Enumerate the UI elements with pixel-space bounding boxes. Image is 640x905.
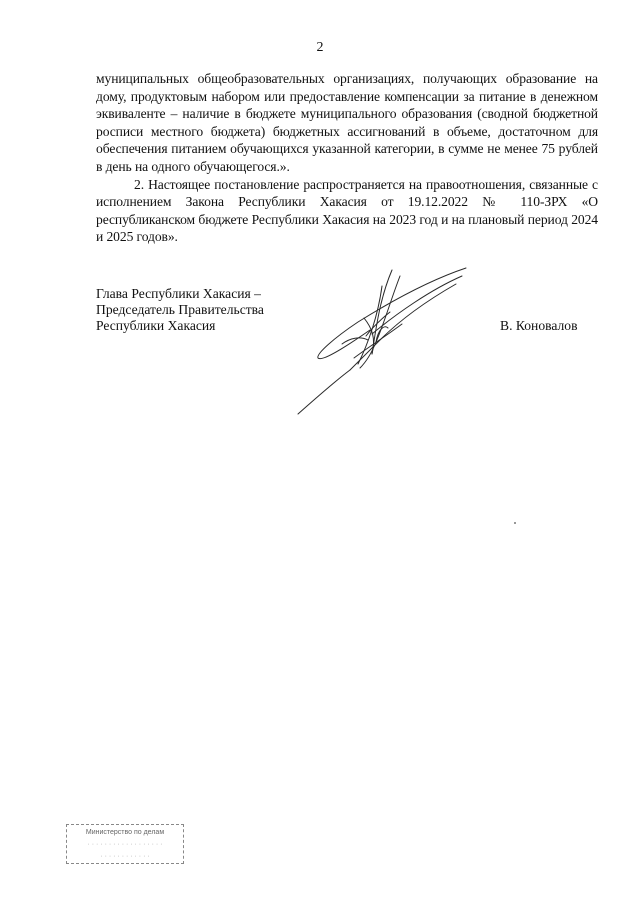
paragraph-2: 2. Настоящее постановление распространяется на правоотношения, связанные с исполнением Закона Республики Хакасия от 19.12.2022 № 110-ЗРХ «О республиканском бюджете Республики Хакасия на 2023 год и на плановый период 2024 и 2025 годов». — [96, 176, 598, 245]
scan-speck — [514, 522, 516, 524]
stamp-line-1: Министерство по делам — [85, 829, 165, 836]
page-number: 2 — [316, 40, 324, 55]
registration-stamp — [66, 824, 184, 864]
signatory-title-line-3: Республики Хакасия — [96, 318, 216, 333]
stamp-line-3: · · · · · · · · · · · · — [100, 853, 150, 860]
paragraph-continuation: муниципальных общеобразовательных организациях, получающих образование на дому, продуктовым набором или предоставление компенсации за питание в денежном эквиваленте – наличие в бюджете муниципального образования (сводной бюджетной росписи местного бюджета) бюджетных ассигнований в объеме, достаточном для обеспечения питанием обучающихся указанной категории, в сумме не менее 75 рублей в день на одного обучающегося.». — [96, 71, 598, 174]
body-text — [96, 70, 598, 246]
signatory-title-line-1: Глава Республики Хакасия – — [96, 286, 261, 301]
signatory-name: В. Коновалов — [500, 318, 578, 333]
signatory-title — [96, 286, 264, 334]
handwritten-signature — [280, 258, 480, 418]
signatory-title-line-2: Председатель Правительства — [96, 302, 264, 317]
stamp-line-2: · · · · · · · · · · · · · · · · · · — [87, 841, 163, 848]
